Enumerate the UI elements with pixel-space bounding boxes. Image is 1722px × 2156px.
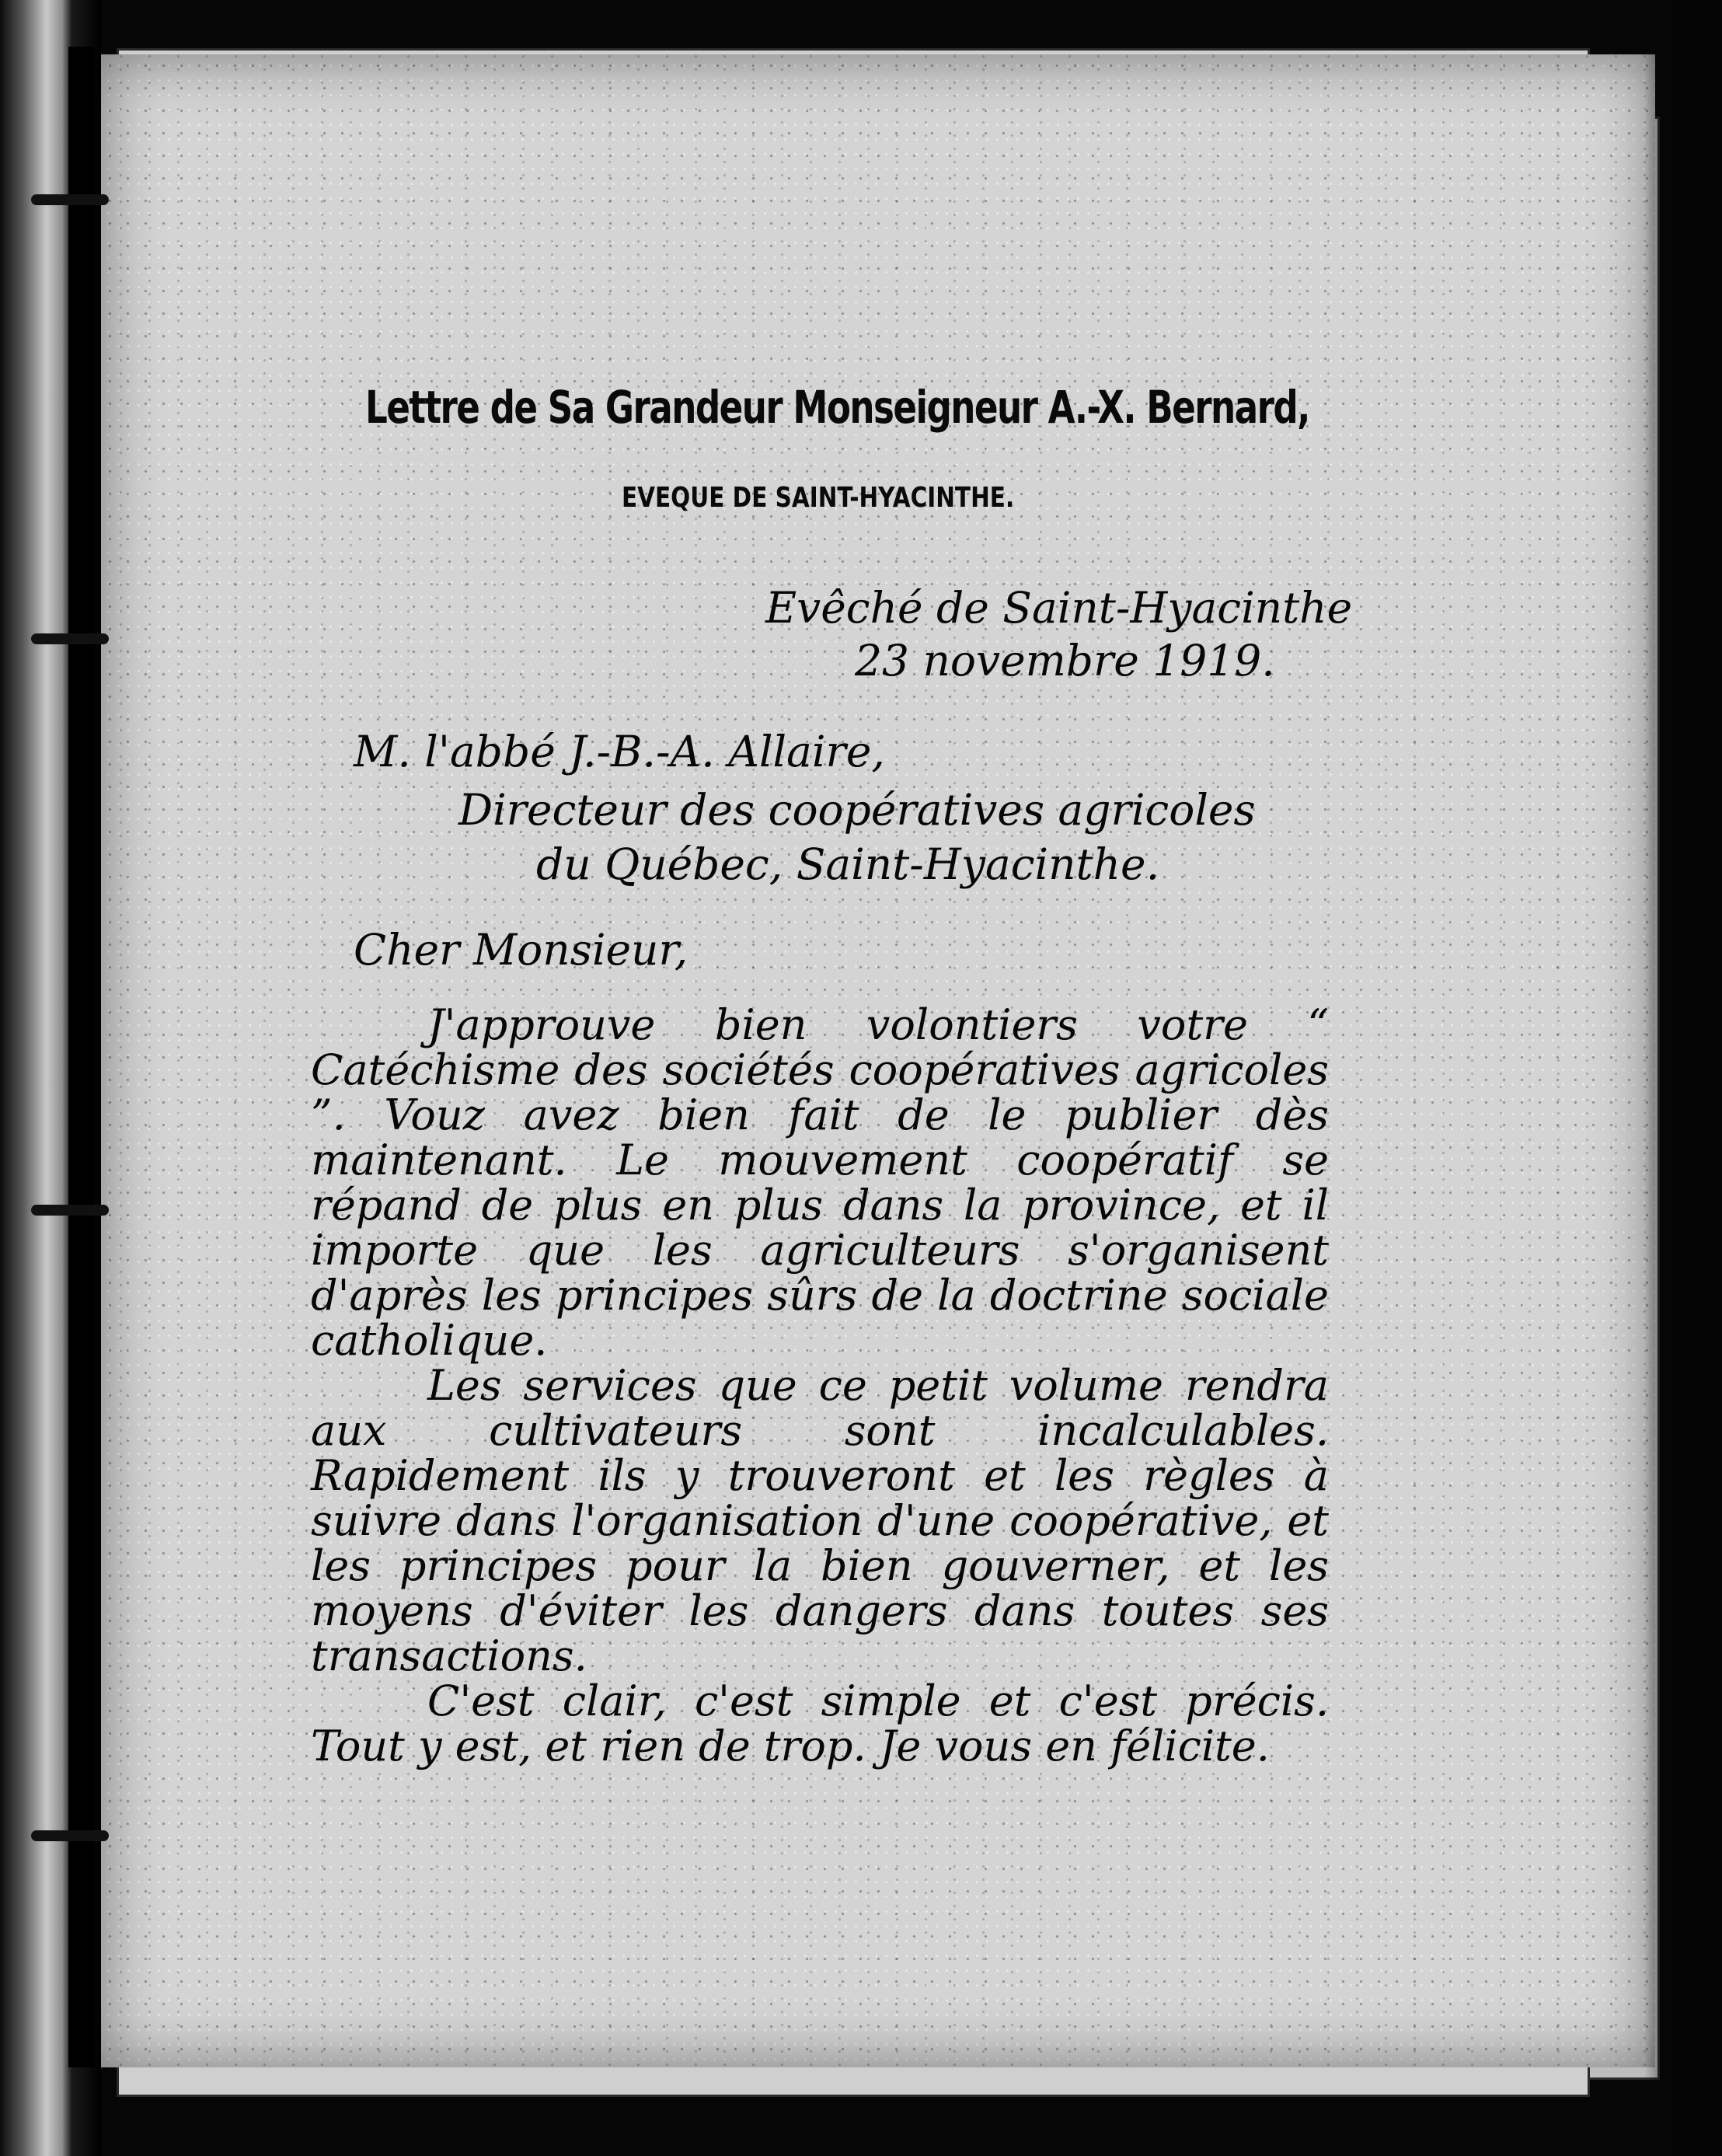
binding-stitch xyxy=(31,1205,109,1216)
binding-stitch xyxy=(31,633,109,644)
body-paragraph: Les services que ce petit volume rendra aux cultivateurs sont incalculables. Rapidement ils y trouveront et les règles à suivre dans l'organisation d'une coopérative, et les principes pour la bien gouverner, et les moyens d'éviter les dangers dans toutes ses transactions. xyxy=(311,1361,1329,1680)
book-spine xyxy=(68,47,95,2067)
binding-stitch xyxy=(31,1830,109,1841)
body-paragraph: J'approuve bien volontiers votre “ Catéchisme des sociétés coopératives agricoles ”. Vouz avez bien fait de le publier dès maintenant. Le mouvement coopératif se répand de plus en plus dans la province, et il importe que les agriculteurs s'organisent d'après les principes sûrs de la doctrine sociale catholique. xyxy=(311,1000,1329,1365)
salutation: Cher Monsieur, xyxy=(354,925,688,975)
letter-title: Lettre de Sa Grandeur Monseigneur A.-X. Bernard, xyxy=(365,381,1309,434)
page-shadow xyxy=(1644,0,1722,2156)
letter-date: 23 novembre 1919. xyxy=(855,636,1275,686)
recipient-name: M. l'abbé J.-B.-A. Allaire, xyxy=(354,727,885,776)
recipient-location: du Québec, Saint-Hyacinthe. xyxy=(536,839,1160,889)
letter-place: Evêché de Saint-Hyacinthe xyxy=(765,583,1353,633)
binding-stitch xyxy=(31,194,109,205)
body-paragraph: C'est clair, c'est simple et c'est précis. Tout y est, et rien de trop. Je vous en félicite. xyxy=(311,1676,1329,1771)
recipient-title: Directeur des coopératives agricoles xyxy=(458,785,1256,835)
letter-body xyxy=(311,1000,1329,1771)
letter-subtitle: EVEQUE DE SAINT-HYACINTHE. xyxy=(622,482,1015,514)
